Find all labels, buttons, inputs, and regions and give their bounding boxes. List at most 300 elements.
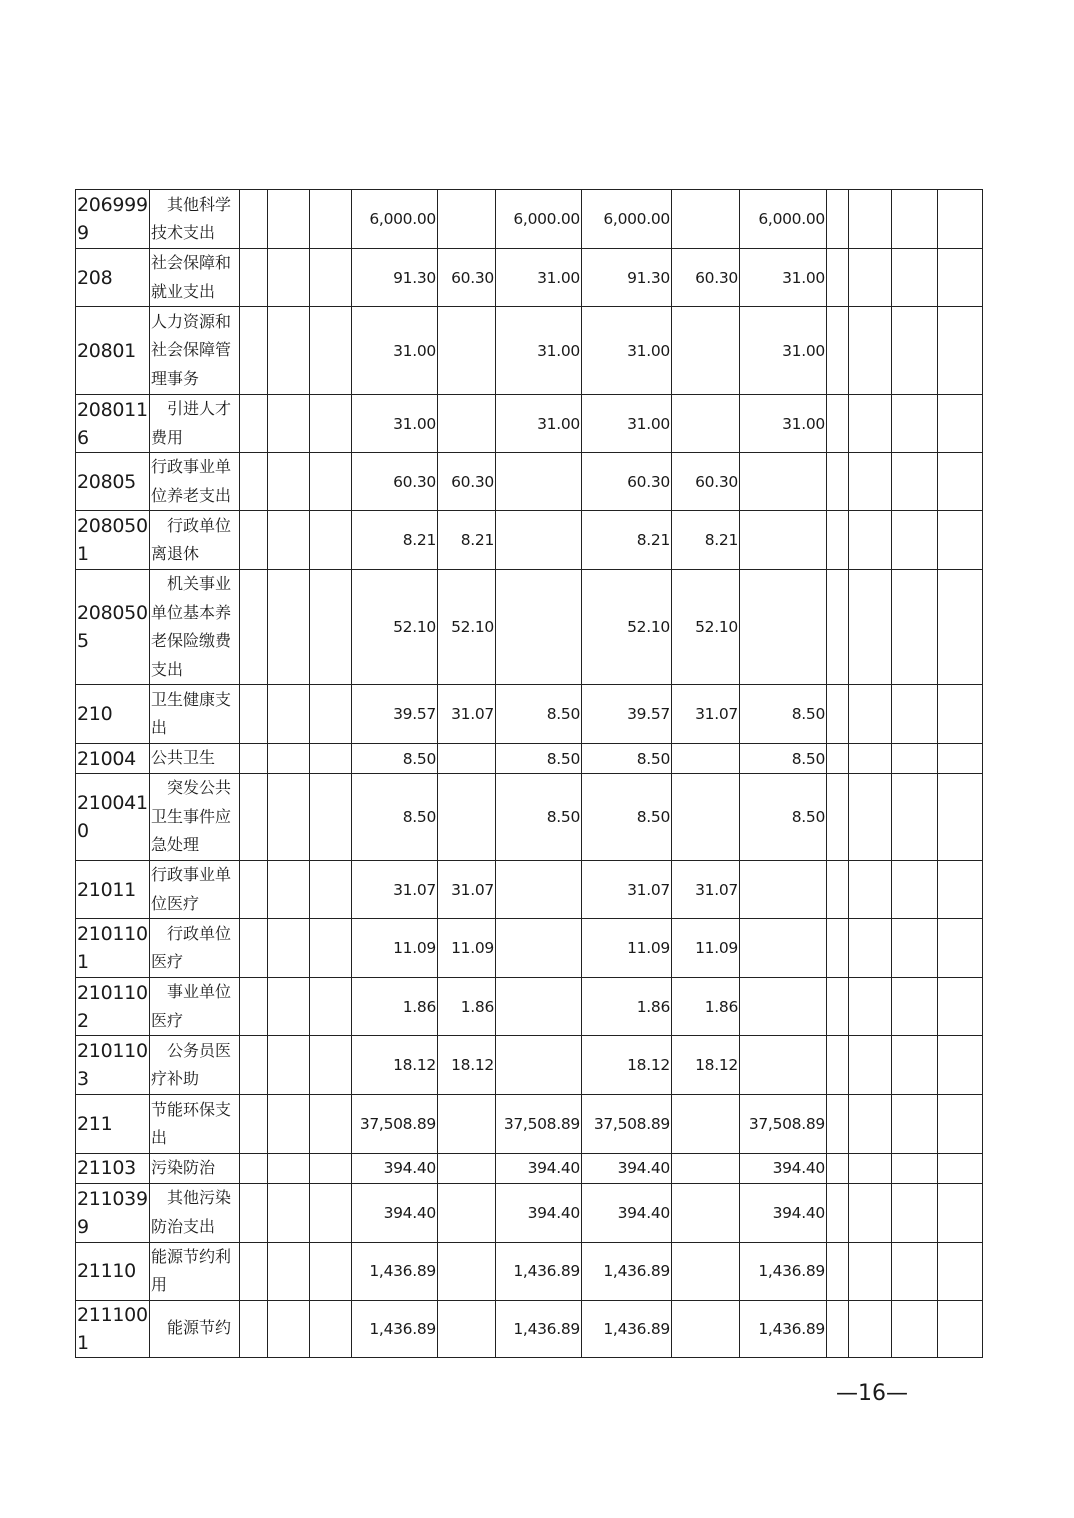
amount-cell (938, 395, 983, 453)
subject-name: 人力资源和社会保障管理事务 (150, 307, 240, 395)
amount-cell (438, 1183, 496, 1242)
subject-code: 2080501 (76, 511, 150, 570)
amount-cell: 1,436.89 (582, 1300, 672, 1357)
amount-cell: 394.40 (352, 1183, 438, 1242)
amount-cell (827, 919, 849, 978)
subject-name: 引进人才费用 (150, 395, 240, 453)
amount-cell (892, 861, 938, 919)
amount-cell (310, 1095, 352, 1154)
amount-cell (310, 1183, 352, 1242)
amount-cell (740, 453, 827, 511)
amount-cell (892, 190, 938, 249)
amount-cell: 31.00 (496, 307, 582, 395)
subject-name: 行政单位医疗 (150, 919, 240, 978)
amount-cell (938, 511, 983, 570)
amount-cell (849, 1242, 892, 1300)
amount-cell: 8.50 (352, 774, 438, 861)
amount-cell (849, 1036, 892, 1095)
table-row (76, 1242, 983, 1300)
amount-cell: 37,508.89 (582, 1095, 672, 1154)
subject-code: 2100410 (76, 774, 150, 861)
amount-cell: 31.00 (582, 395, 672, 453)
amount-cell (849, 249, 892, 307)
table-row (76, 1183, 983, 1242)
subject-code: 21004 (76, 744, 150, 774)
amount-cell (892, 1242, 938, 1300)
amount-cell (892, 919, 938, 978)
amount-cell (672, 1095, 740, 1154)
subject-code: 21103 (76, 1154, 150, 1184)
amount-cell: 52.10 (582, 570, 672, 685)
amount-cell (268, 453, 310, 511)
amount-cell (827, 453, 849, 511)
amount-cell (310, 249, 352, 307)
table-row (76, 190, 983, 249)
amount-cell (849, 978, 892, 1036)
amount-cell (827, 570, 849, 685)
amount-cell: 8.50 (582, 774, 672, 861)
amount-cell (240, 1242, 268, 1300)
subject-code: 21110 (76, 1242, 150, 1300)
amount-cell (892, 685, 938, 744)
amount-cell: 1,436.89 (582, 1242, 672, 1300)
amount-cell: 60.30 (672, 453, 740, 511)
amount-cell (892, 1183, 938, 1242)
amount-cell (849, 511, 892, 570)
amount-cell: 8.50 (740, 774, 827, 861)
amount-cell (310, 919, 352, 978)
amount-cell: 1,436.89 (496, 1242, 582, 1300)
amount-cell: 6,000.00 (352, 190, 438, 249)
amount-cell (240, 1036, 268, 1095)
amount-cell: 8.50 (352, 744, 438, 774)
amount-cell (310, 978, 352, 1036)
amount-cell (268, 774, 310, 861)
table-row (76, 1300, 983, 1357)
amount-cell (438, 774, 496, 861)
amount-cell (827, 395, 849, 453)
amount-cell (938, 1154, 983, 1184)
subject-name: 行政事业单位医疗 (150, 861, 240, 919)
amount-cell (240, 1183, 268, 1242)
amount-cell (240, 249, 268, 307)
amount-cell (496, 453, 582, 511)
amount-cell (240, 190, 268, 249)
amount-cell (268, 1183, 310, 1242)
amount-cell: 18.12 (438, 1036, 496, 1095)
amount-cell (892, 1095, 938, 1154)
amount-cell (268, 744, 310, 774)
table-row (76, 861, 983, 919)
amount-cell (310, 774, 352, 861)
amount-cell: 6,000.00 (582, 190, 672, 249)
amount-cell (892, 249, 938, 307)
subject-code: 2101101 (76, 919, 150, 978)
subject-name: 卫生健康支出 (150, 685, 240, 744)
amount-cell (827, 978, 849, 1036)
table-row (76, 511, 983, 570)
amount-cell: 91.30 (352, 249, 438, 307)
amount-cell: 18.12 (352, 1036, 438, 1095)
amount-cell (268, 395, 310, 453)
subject-name: 行政单位离退休 (150, 511, 240, 570)
amount-cell (827, 1300, 849, 1357)
amount-cell: 1,436.89 (740, 1242, 827, 1300)
amount-cell (849, 1095, 892, 1154)
amount-cell (240, 511, 268, 570)
amount-cell: 60.30 (438, 453, 496, 511)
amount-cell: 6,000.00 (496, 190, 582, 249)
amount-cell (310, 307, 352, 395)
amount-cell (240, 1095, 268, 1154)
amount-cell (938, 919, 983, 978)
amount-cell: 52.10 (352, 570, 438, 685)
subject-name: 污染防治 (150, 1154, 240, 1184)
table-row (76, 395, 983, 453)
amount-cell: 31.07 (438, 685, 496, 744)
amount-cell: 394.40 (740, 1154, 827, 1184)
amount-cell (892, 774, 938, 861)
amount-cell (240, 774, 268, 861)
table-row (76, 919, 983, 978)
subject-code: 2080116 (76, 395, 150, 453)
amount-cell: 394.40 (582, 1183, 672, 1242)
amount-cell: 31.00 (352, 395, 438, 453)
subject-name: 社会保障和就业支出 (150, 249, 240, 307)
amount-cell: 1.86 (672, 978, 740, 1036)
amount-cell: 31.00 (496, 249, 582, 307)
amount-cell (268, 861, 310, 919)
subject-code: 211 (76, 1095, 150, 1154)
amount-cell (240, 570, 268, 685)
amount-cell (268, 1095, 310, 1154)
amount-cell (740, 861, 827, 919)
amount-cell (938, 744, 983, 774)
amount-cell (827, 1183, 849, 1242)
amount-cell: 8.21 (582, 511, 672, 570)
amount-cell (240, 685, 268, 744)
amount-cell (496, 1036, 582, 1095)
table-row (76, 453, 983, 511)
subject-name: 节能环保支出 (150, 1095, 240, 1154)
amount-cell: 31.07 (438, 861, 496, 919)
amount-cell (849, 1154, 892, 1184)
subject-code: 2110399 (76, 1183, 150, 1242)
amount-cell (827, 861, 849, 919)
amount-cell (849, 685, 892, 744)
amount-cell: 18.12 (672, 1036, 740, 1095)
amount-cell (240, 919, 268, 978)
amount-cell (849, 570, 892, 685)
amount-cell (849, 919, 892, 978)
amount-cell: 31.07 (672, 861, 740, 919)
subject-code: 2101102 (76, 978, 150, 1036)
amount-cell (672, 1154, 740, 1184)
amount-cell: 8.21 (438, 511, 496, 570)
amount-cell: 39.57 (352, 685, 438, 744)
amount-cell (438, 744, 496, 774)
amount-cell (310, 511, 352, 570)
amount-cell (240, 744, 268, 774)
subject-code: 20805 (76, 453, 150, 511)
amount-cell (938, 978, 983, 1036)
subject-code: 208 (76, 249, 150, 307)
amount-cell: 8.21 (352, 511, 438, 570)
amount-cell (849, 861, 892, 919)
amount-cell (827, 307, 849, 395)
amount-cell (938, 685, 983, 744)
amount-cell: 8.50 (496, 685, 582, 744)
table-row (76, 978, 983, 1036)
amount-cell: 60.30 (582, 453, 672, 511)
amount-cell: 394.40 (496, 1154, 582, 1184)
amount-cell (268, 511, 310, 570)
amount-cell (892, 570, 938, 685)
amount-cell: 18.12 (582, 1036, 672, 1095)
table-row (76, 685, 983, 744)
amount-cell (827, 249, 849, 307)
amount-cell (938, 453, 983, 511)
amount-cell (849, 744, 892, 774)
amount-cell (310, 190, 352, 249)
amount-cell (240, 307, 268, 395)
amount-cell (672, 395, 740, 453)
amount-cell (849, 190, 892, 249)
amount-cell (268, 1300, 310, 1357)
amount-cell (740, 978, 827, 1036)
amount-cell (268, 978, 310, 1036)
subject-name: 能源节约 (150, 1300, 240, 1357)
amount-cell: 31.07 (672, 685, 740, 744)
table-row (76, 307, 983, 395)
amount-cell (827, 1095, 849, 1154)
amount-cell: 6,000.00 (740, 190, 827, 249)
amount-cell: 11.09 (582, 919, 672, 978)
table-row (76, 1095, 983, 1154)
amount-cell: 31.00 (496, 395, 582, 453)
amount-cell: 31.07 (582, 861, 672, 919)
amount-cell (938, 570, 983, 685)
amount-cell: 37,508.89 (496, 1095, 582, 1154)
amount-cell: 91.30 (582, 249, 672, 307)
subject-name: 事业单位医疗 (150, 978, 240, 1036)
amount-cell (438, 1154, 496, 1184)
amount-cell: 31.00 (740, 307, 827, 395)
table-body (76, 190, 983, 1358)
amount-cell (438, 307, 496, 395)
amount-cell: 60.30 (352, 453, 438, 511)
amount-cell (892, 744, 938, 774)
amount-cell: 31.00 (740, 249, 827, 307)
subject-name: 能源节约利用 (150, 1242, 240, 1300)
amount-cell: 31.07 (352, 861, 438, 919)
page-number: —16— (836, 1381, 908, 1406)
amount-cell: 1.86 (438, 978, 496, 1036)
amount-cell: 1,436.89 (352, 1300, 438, 1357)
amount-cell: 1,436.89 (352, 1242, 438, 1300)
amount-cell (240, 453, 268, 511)
subject-code: 2080505 (76, 570, 150, 685)
amount-cell (849, 1300, 892, 1357)
amount-cell (892, 1154, 938, 1184)
amount-cell (849, 395, 892, 453)
table-row (76, 249, 983, 307)
amount-cell (938, 861, 983, 919)
subject-name: 公共卫生 (150, 744, 240, 774)
amount-cell (740, 1036, 827, 1095)
amount-cell (672, 1242, 740, 1300)
subject-name: 突发公共卫生事件应急处理 (150, 774, 240, 861)
amount-cell (310, 1036, 352, 1095)
amount-cell: 11.09 (672, 919, 740, 978)
amount-cell (438, 190, 496, 249)
amount-cell: 60.30 (672, 249, 740, 307)
amount-cell (438, 1242, 496, 1300)
amount-cell (849, 774, 892, 861)
amount-cell (827, 511, 849, 570)
amount-cell: 8.50 (740, 744, 827, 774)
amount-cell: 394.40 (496, 1183, 582, 1242)
subject-name: 行政事业单位养老支出 (150, 453, 240, 511)
amount-cell (849, 453, 892, 511)
amount-cell (938, 774, 983, 861)
subject-name: 其他科学技术支出 (150, 190, 240, 249)
amount-cell: 39.57 (582, 685, 672, 744)
amount-cell: 1,436.89 (740, 1300, 827, 1357)
amount-cell (496, 511, 582, 570)
amount-cell: 8.50 (740, 685, 827, 744)
table-row (76, 1036, 983, 1095)
amount-cell (938, 249, 983, 307)
amount-cell (268, 919, 310, 978)
amount-cell: 394.40 (352, 1154, 438, 1184)
amount-cell (268, 307, 310, 395)
amount-cell (438, 1300, 496, 1357)
amount-cell (438, 395, 496, 453)
amount-cell: 37,508.89 (352, 1095, 438, 1154)
amount-cell (892, 453, 938, 511)
amount-cell (268, 1154, 310, 1184)
amount-cell (496, 861, 582, 919)
amount-cell: 8.50 (496, 744, 582, 774)
amount-cell (310, 453, 352, 511)
subject-name: 公务员医疗补助 (150, 1036, 240, 1095)
amount-cell: 8.21 (672, 511, 740, 570)
amount-cell (268, 685, 310, 744)
amount-cell: 37,508.89 (740, 1095, 827, 1154)
amount-cell (240, 1154, 268, 1184)
amount-cell: 52.10 (438, 570, 496, 685)
amount-cell: 52.10 (672, 570, 740, 685)
subject-code: 210 (76, 685, 150, 744)
amount-cell (496, 978, 582, 1036)
amount-cell (740, 570, 827, 685)
amount-cell (938, 1183, 983, 1242)
amount-cell (827, 1242, 849, 1300)
amount-cell: 394.40 (582, 1154, 672, 1184)
amount-cell (892, 511, 938, 570)
amount-cell (496, 570, 582, 685)
amount-cell: 1.86 (582, 978, 672, 1036)
amount-cell (938, 190, 983, 249)
amount-cell (740, 511, 827, 570)
amount-cell: 1.86 (352, 978, 438, 1036)
subject-code: 2069999 (76, 190, 150, 249)
amount-cell (268, 190, 310, 249)
table-row (76, 1154, 983, 1184)
amount-cell (672, 774, 740, 861)
table-row (76, 570, 983, 685)
amount-cell (310, 744, 352, 774)
amount-cell (268, 249, 310, 307)
amount-cell (268, 1036, 310, 1095)
amount-cell: 31.00 (582, 307, 672, 395)
amount-cell: 31.00 (352, 307, 438, 395)
amount-cell (268, 1242, 310, 1300)
amount-cell (672, 744, 740, 774)
amount-cell: 60.30 (438, 249, 496, 307)
table-row (76, 774, 983, 861)
amount-cell (827, 744, 849, 774)
amount-cell (938, 1095, 983, 1154)
amount-cell (740, 919, 827, 978)
amount-cell (938, 1242, 983, 1300)
amount-cell (240, 978, 268, 1036)
subject-code: 2101103 (76, 1036, 150, 1095)
subject-code: 2111001 (76, 1300, 150, 1357)
amount-cell (827, 1036, 849, 1095)
amount-cell (892, 307, 938, 395)
amount-cell (827, 190, 849, 249)
amount-cell (672, 190, 740, 249)
subject-name: 机关事业单位基本养老保险缴费支出 (150, 570, 240, 685)
amount-cell (827, 774, 849, 861)
amount-cell (268, 570, 310, 685)
amount-cell (938, 1300, 983, 1357)
amount-cell (827, 685, 849, 744)
amount-cell: 31.00 (740, 395, 827, 453)
subject-code: 21011 (76, 861, 150, 919)
subject-code: 20801 (76, 307, 150, 395)
amount-cell (310, 685, 352, 744)
amount-cell (438, 1095, 496, 1154)
amount-cell (310, 1242, 352, 1300)
amount-cell (827, 1154, 849, 1184)
amount-cell (938, 1036, 983, 1095)
amount-cell: 11.09 (352, 919, 438, 978)
amount-cell (672, 1300, 740, 1357)
amount-cell (496, 919, 582, 978)
amount-cell (240, 1300, 268, 1357)
amount-cell: 8.50 (582, 744, 672, 774)
amount-cell (892, 978, 938, 1036)
amount-cell (892, 395, 938, 453)
amount-cell (672, 1183, 740, 1242)
amount-cell (938, 307, 983, 395)
amount-cell (240, 395, 268, 453)
amount-cell: 394.40 (740, 1183, 827, 1242)
amount-cell (849, 307, 892, 395)
table-row (76, 744, 983, 774)
budget-table (75, 189, 983, 1358)
amount-cell (310, 1300, 352, 1357)
amount-cell: 1,436.89 (496, 1300, 582, 1357)
amount-cell (310, 570, 352, 685)
amount-cell (310, 1154, 352, 1184)
amount-cell: 11.09 (438, 919, 496, 978)
amount-cell (849, 1183, 892, 1242)
amount-cell (892, 1300, 938, 1357)
